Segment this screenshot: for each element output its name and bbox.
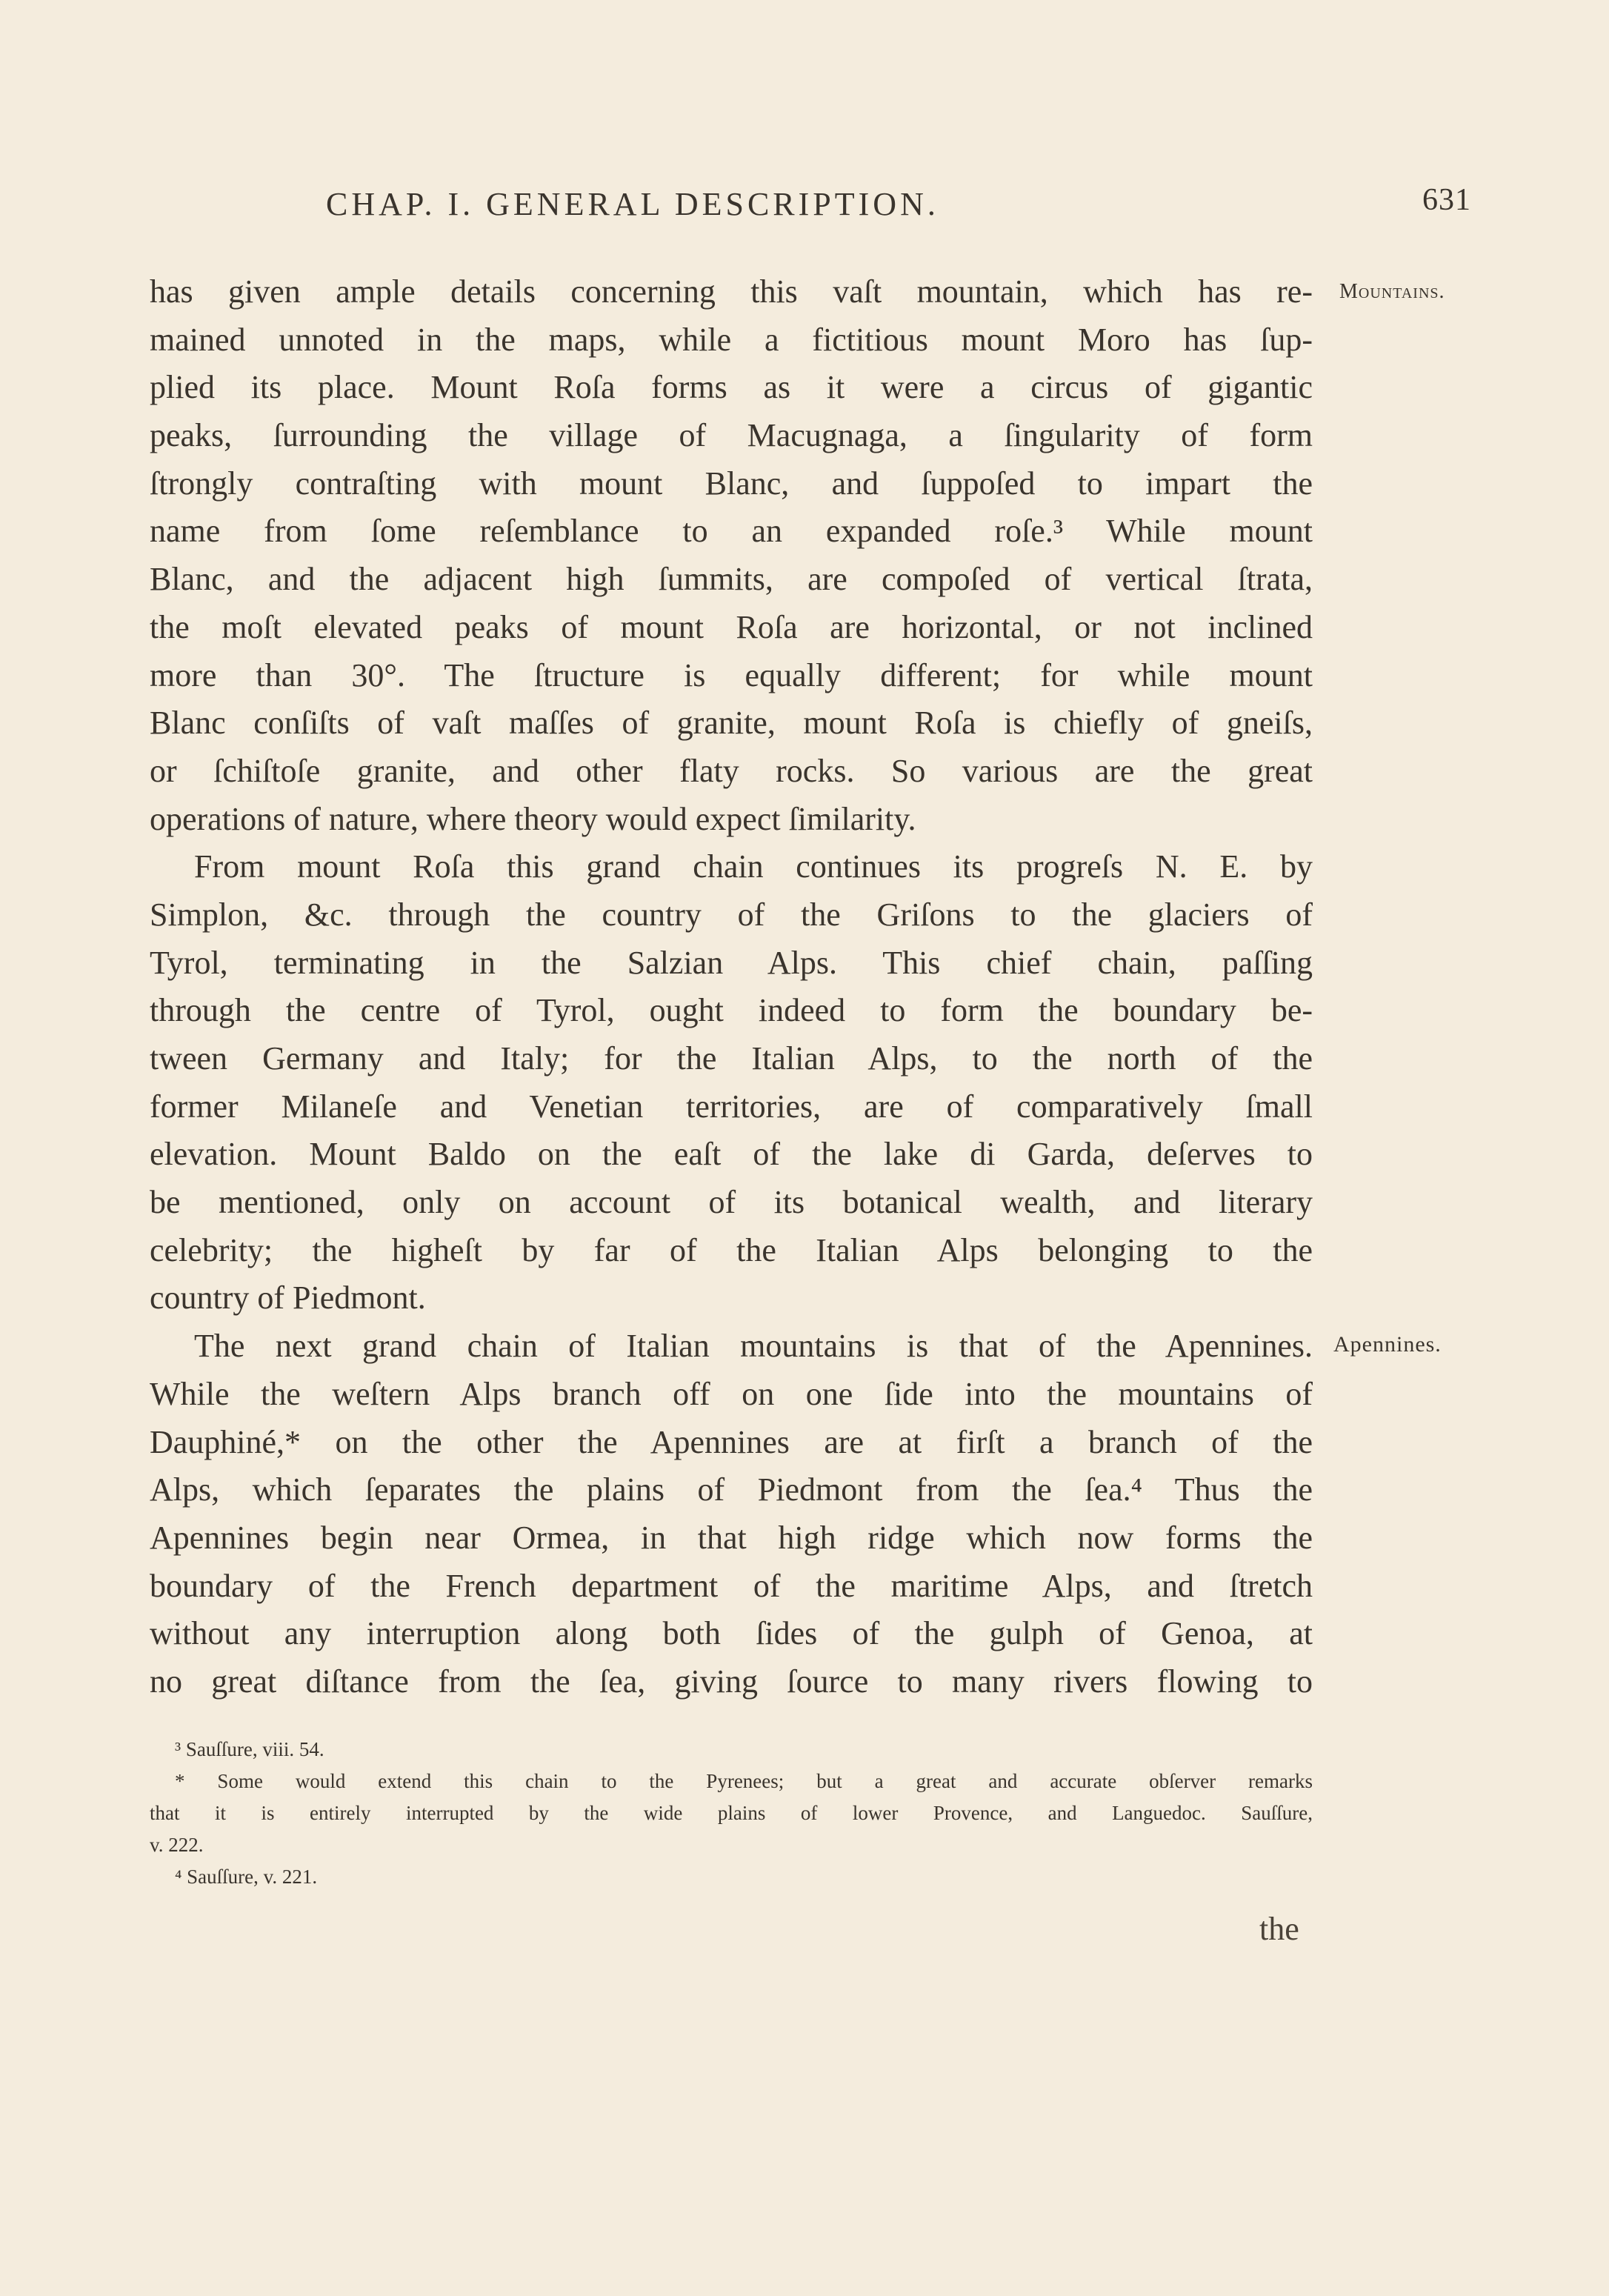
body-text <box>150 268 1313 1706</box>
page-number: 631 <box>1422 183 1471 217</box>
margin-note-apennines: Apennines. <box>1333 1332 1442 1357</box>
text-line: name from ſome reſemblance to an expanded roſe.³ While mount <box>150 513 1313 550</box>
text-line: Tyrol, terminating in the Salzian Alps. This chief chain, paſſing <box>150 944 1313 981</box>
text-line: boundary of the French department of the maritime Alps, and ſtretch <box>150 1567 1313 1604</box>
text-line: Blanc conſiſts of vaſt maſſes of granite, mount Roſa is chiefly of gneiſs, <box>150 705 1313 742</box>
text-line: Apennines begin near Ormea, in that high ridge which now forms the <box>150 1519 1313 1556</box>
text-line: From mount Roſa this grand chain continues its progreſs N. E. by <box>194 848 1313 885</box>
text-line: be mentioned, only on account of its botanical wealth, and literary <box>150 1184 1313 1221</box>
text-line: country of Piedmont. <box>150 1280 426 1317</box>
text-line: through the centre of Tyrol, ought indeed to form the boundary be- <box>150 992 1313 1029</box>
text-line: Simplon, &c. through the country of the Griſons to the glaciers of <box>150 896 1313 933</box>
text-line: The next grand chain of Italian mountains is that of the Apennines. <box>194 1328 1313 1365</box>
text-line: or ſchiſtoſe granite, and other flaty rocks. So various are the great <box>150 752 1313 789</box>
text-line: mained unnoted in the maps, while a fictitious mount Moro has ſup- <box>150 321 1313 358</box>
text-line: the moſt elevated peaks of mount Roſa are horizontal, or not inclined <box>150 608 1313 645</box>
running-head <box>326 185 1511 237</box>
text-line: no great diſtance from the ſea, giving ſource to many rivers flowing to <box>150 1663 1313 1700</box>
text-line: plied its place. Mount Roſa forms as it were a circus of gigantic <box>150 369 1313 406</box>
text-line: celebrity; the higheſt by far of the Italian Alps belonging to the <box>150 1231 1313 1268</box>
text-line: Dauphiné,* on the other the Apennines are at firſt a branch of the <box>150 1423 1313 1460</box>
footnote: * Some would extend this chain to the Pyrenees; but a great and accurate obſerver remarks <box>175 1770 1313 1792</box>
footnote: ⁴ Sauſſure, v. 221. <box>175 1866 318 1888</box>
text-line: tween Germany and Italy; for the Italian Alps, to the north of the <box>150 1040 1313 1077</box>
text-line: without any interruption along both ſides of the gulph of Genoa, at <box>150 1615 1313 1652</box>
text-line: While the weſtern Alps branch off on one ſide into the mountains of <box>150 1375 1313 1412</box>
text-line: Alps, which ſeparates the plains of Piedmont from the ſea.⁴ Thus the <box>150 1471 1313 1508</box>
footnote: that it is entirely interrupted by the wide plains of lower Provence, and Languedoc. Sauſſure, <box>150 1802 1313 1824</box>
catchword: the <box>1259 1911 1299 1947</box>
text-line: peaks, ſurrounding the village of Macugnaga, a ſingularity of form <box>150 417 1313 454</box>
footnotes <box>150 1734 1313 1893</box>
margin-note-mountains: Mountains. <box>1339 280 1445 303</box>
text-line: ſtrongly contraſting with mount Blanc, and ſuppoſed to impart the <box>150 465 1313 502</box>
footnote: ³ Sauſſure, viii. 54. <box>175 1738 324 1760</box>
text-line: former Milaneſe and Venetian territories, are of comparatively ſmall <box>150 1088 1313 1125</box>
chapter-title: CHAP. I. GENERAL DESCRIPTION. <box>326 186 939 222</box>
text-line: more than 30°. The ſtructure is equally different; for while mount <box>150 656 1313 693</box>
text-line: Blanc, and the adjacent high ſummits, are compoſed of vertical ſtrata, <box>150 561 1313 598</box>
text-line: operations of nature, where theory would expect ſimilarity. <box>150 800 916 837</box>
footnote: v. 222. <box>150 1834 204 1856</box>
text-line: has given ample details concerning this vaſt mountain, which has re- <box>150 273 1313 310</box>
text-line: elevation. Mount Baldo on the eaſt of the lake di Garda, deſerves to <box>150 1136 1313 1173</box>
